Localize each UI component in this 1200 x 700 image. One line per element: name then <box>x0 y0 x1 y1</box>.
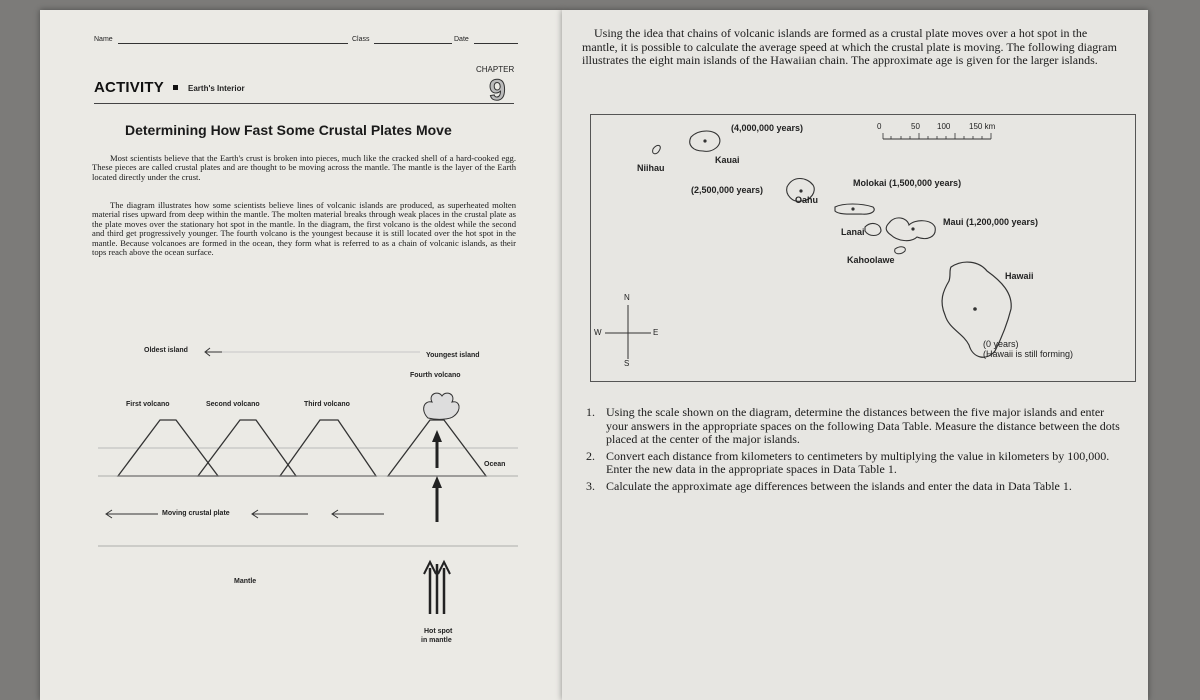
question-1 <box>586 406 1120 447</box>
maui-label: Maui (1,200,000 years) <box>943 217 1039 227</box>
eruption-icon <box>424 393 459 419</box>
maui-island-icon <box>886 218 935 241</box>
oldest-island-label: Oldest island <box>144 347 188 354</box>
compass-s: S <box>624 359 630 368</box>
hot-spot-label: Hot spot <box>424 628 453 635</box>
question-list <box>586 406 1120 493</box>
third-volcano-label: Third volcano <box>304 401 350 408</box>
kauai-label: Kauai <box>715 155 740 165</box>
second-volcano-label: Second volcano <box>206 401 260 408</box>
fourth-volcano-label: Fourth volcano <box>410 372 461 379</box>
scale-tick-50: 50 <box>911 122 920 131</box>
volcano-diagram <box>98 336 518 656</box>
question-number: 3. <box>586 478 595 493</box>
compass-n: N <box>624 293 630 302</box>
bullet-icon <box>173 85 178 90</box>
scale-tick-0: 0 <box>877 122 882 131</box>
question-number: 2. <box>586 448 595 463</box>
left-page <box>40 10 562 700</box>
scale-tick-150: 150 km <box>969 122 996 131</box>
question-number: 1. <box>586 405 595 419</box>
paragraph-1: Most scientists believe that the Earth's crust is broken into pieces, much like the cracked shell of a hard-cooked egg. These pieces are called crustal plates and are thought to be moving across the mantle. The mantle is the layer of the Earth located directly under the crust. <box>92 153 516 182</box>
name-line <box>118 43 348 44</box>
lanai-island-icon <box>865 224 881 236</box>
first-volcano-label: First volcano <box>126 401 170 408</box>
page-title: Determining How Fast Some Crustal Plates Move <box>125 122 452 138</box>
oahu-label: Oahu <box>795 195 819 205</box>
map-svg <box>591 115 1135 381</box>
hot-spot-label-2: in mantle <box>421 637 452 644</box>
youngest-island-label: Youngest island <box>426 352 480 359</box>
molokai-label: Molokai (1,500,000 years) <box>853 178 962 188</box>
mantle-label: Mantle <box>234 578 257 585</box>
moving-plate-label: Moving crustal plate <box>162 510 230 517</box>
diagram-svg <box>98 336 518 656</box>
molokai-island-icon <box>835 204 874 214</box>
title-rule <box>94 103 514 104</box>
question-text: Using the scale shown on the diagram, determine the distances between the five major islands and enter your answers in the appropriate spaces on the following Data Table. Measure the distance between the dots placed at the center of the major islands. <box>606 405 1120 446</box>
intro-text: Using the idea that chains of volcanic islands are formed as a crustal plate moves over a hot spot in the mantle, it is possible to calculate the average speed at which the crustal plate is moving. The following diagram illustrates the eight main islands of the Hawaiian chain. The approximate age is given for the larger islands. <box>582 26 1117 67</box>
chapter-label: CHAPTER <box>476 65 515 74</box>
niihau-island-icon <box>653 145 661 153</box>
hawaii-note-label: (Hawaii is still forming) <box>983 349 1074 359</box>
hawaii-age-label: (0 years) <box>983 339 1019 349</box>
class-label: Class <box>352 36 370 43</box>
name-label: Name <box>94 36 113 43</box>
hawaii-map <box>590 114 1136 382</box>
hawaii-label: Hawaii <box>1005 271 1034 281</box>
activity-label: ACTIVITY <box>94 79 164 96</box>
question-3 <box>586 480 1120 494</box>
question-2 <box>586 450 1120 477</box>
section-label: Earth's Interior <box>188 84 245 93</box>
compass-w: W <box>594 328 602 337</box>
right-page <box>562 10 1148 700</box>
lanai-label: Lanai <box>841 227 865 237</box>
kauai-age-label: (4,000,000 years) <box>731 123 804 133</box>
chapter-number: 9 <box>489 74 506 107</box>
question-text: Calculate the approximate age differences between the islands and enter the data in Data Table 1. <box>606 478 1072 493</box>
date-label: Date <box>454 36 469 43</box>
compass-e: E <box>653 328 659 337</box>
paragraph-2: The diagram illustrates how some scientists believe lines of volcanic islands are produced, as superheated molten material rises upward from deep within the mantle. The molten material breaks through weak places in the crustal plate as the plate moves over the stationary hot spot in the mantle. In the diagram, the first volcano is the oldest while the second and third get progressively younger. The fourth volcano is the youngest because it is still located over the hot spot in the mantle. Because volcanoes are formed in the ocean, they form what is referred to as a chain of volcanic islands, as their tops reach above the ocean surface. <box>92 200 516 258</box>
scale-tick-100: 100 <box>937 122 951 131</box>
kahoolawe-island-icon <box>895 247 906 254</box>
oahu-age-label: (2,500,000 years) <box>691 185 764 195</box>
ocean-label: Ocean <box>484 461 506 468</box>
niihau-label: Niihau <box>637 163 665 173</box>
question-text: Convert each distance from kilometers to centimeters by multiplying the value in kilometers by 100,000. Enter the new data in the appropriate spaces in Data Table 1. <box>606 448 1110 476</box>
class-line <box>374 43 452 44</box>
kahoolawe-label: Kahoolawe <box>847 255 895 265</box>
date-line <box>474 43 518 44</box>
